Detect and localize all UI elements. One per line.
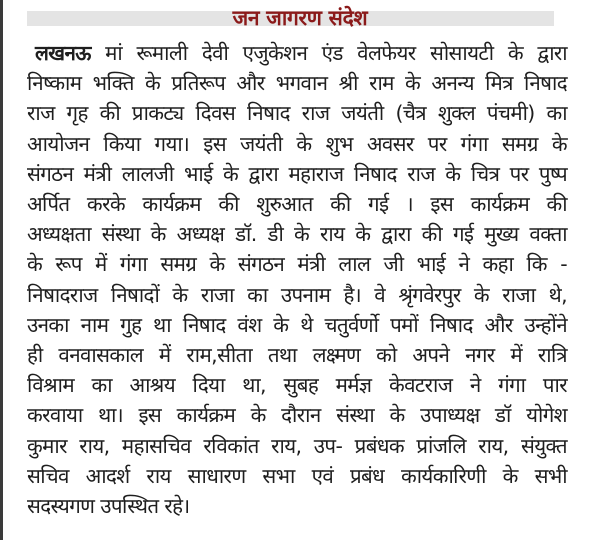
- article-line: राज गृह की प्राकट्य दिवस निषाद राज जयंती (चैत्र शुक्ल पंचमी) का: [27, 101, 567, 126]
- article-line: उनका नाम गुह था निषाद वंश के थे चतुर्वर्णो पमों निषाद और उन्होंने: [27, 312, 567, 337]
- article-line: निष्काम भक्ति के प्रतिरूप और भगवान श्री राम के अनन्य मित्र निषाद: [27, 71, 567, 96]
- article-line: कुमार राय, महासचिव रविकांत राय, उप- प्रबंधक प्रांजलि राय, संयुक्त: [27, 433, 567, 458]
- article-line: लखनऊ मां रूमाली देवी एजुकेशन एंड वेलफेयर सोसायटी के द्वारा: [35, 41, 567, 65]
- article-line: करवाया था। इस कार्यक्रम के दौरान संस्था के उपाध्यक्ष डॉ योगेश: [27, 403, 567, 428]
- dateline: लखनऊ: [35, 41, 91, 65]
- article-line: अर्पित करके कार्यक्रम की शुरुआत की गई । इस कार्यक्रम की: [27, 192, 567, 217]
- news-article: [27, 38, 567, 521]
- article-line: सचिव आदर्श राय साधारण सभा एवं प्रबंध कार्यकारिणी के सभी: [27, 463, 567, 488]
- article-line: निषादराज निषादों के राजा का उपनाम है। वे श्रृंगवेरपुर के राजा थे,: [27, 282, 567, 307]
- article-line: विश्राम का आश्रय दिया था, सुबह मर्मज्ञ केवटराज ने गंगा पार: [27, 373, 567, 398]
- article-line: ही वनवासकाल में राम,सीता तथा लक्ष्मण को अपने नगर में रात्रि: [27, 343, 567, 368]
- article-line: संगठन मंत्री लालजी भाई के द्वारा महाराज निषाद राज के चित्र पर पुष्प: [27, 161, 567, 186]
- article-line: सदस्यगण उपस्थित रहे।: [27, 494, 190, 519]
- article-line: अध्यक्षता संस्था के अध्यक्ष डॉ. डी के राय के द्वारा की गई मुख्य वक्ता: [27, 222, 567, 247]
- section-heading: जन जागरण संदेश: [232, 6, 368, 30]
- article-line: के रूप में गंगा समग्र के संगठन मंत्री लाल जी भाई ने कहा कि -: [27, 252, 567, 277]
- article-line: आयोजन किया गया। इस जयंती के शुभ अवसर पर गंगा समग्र के: [27, 131, 567, 156]
- column-border: [0, 0, 3, 540]
